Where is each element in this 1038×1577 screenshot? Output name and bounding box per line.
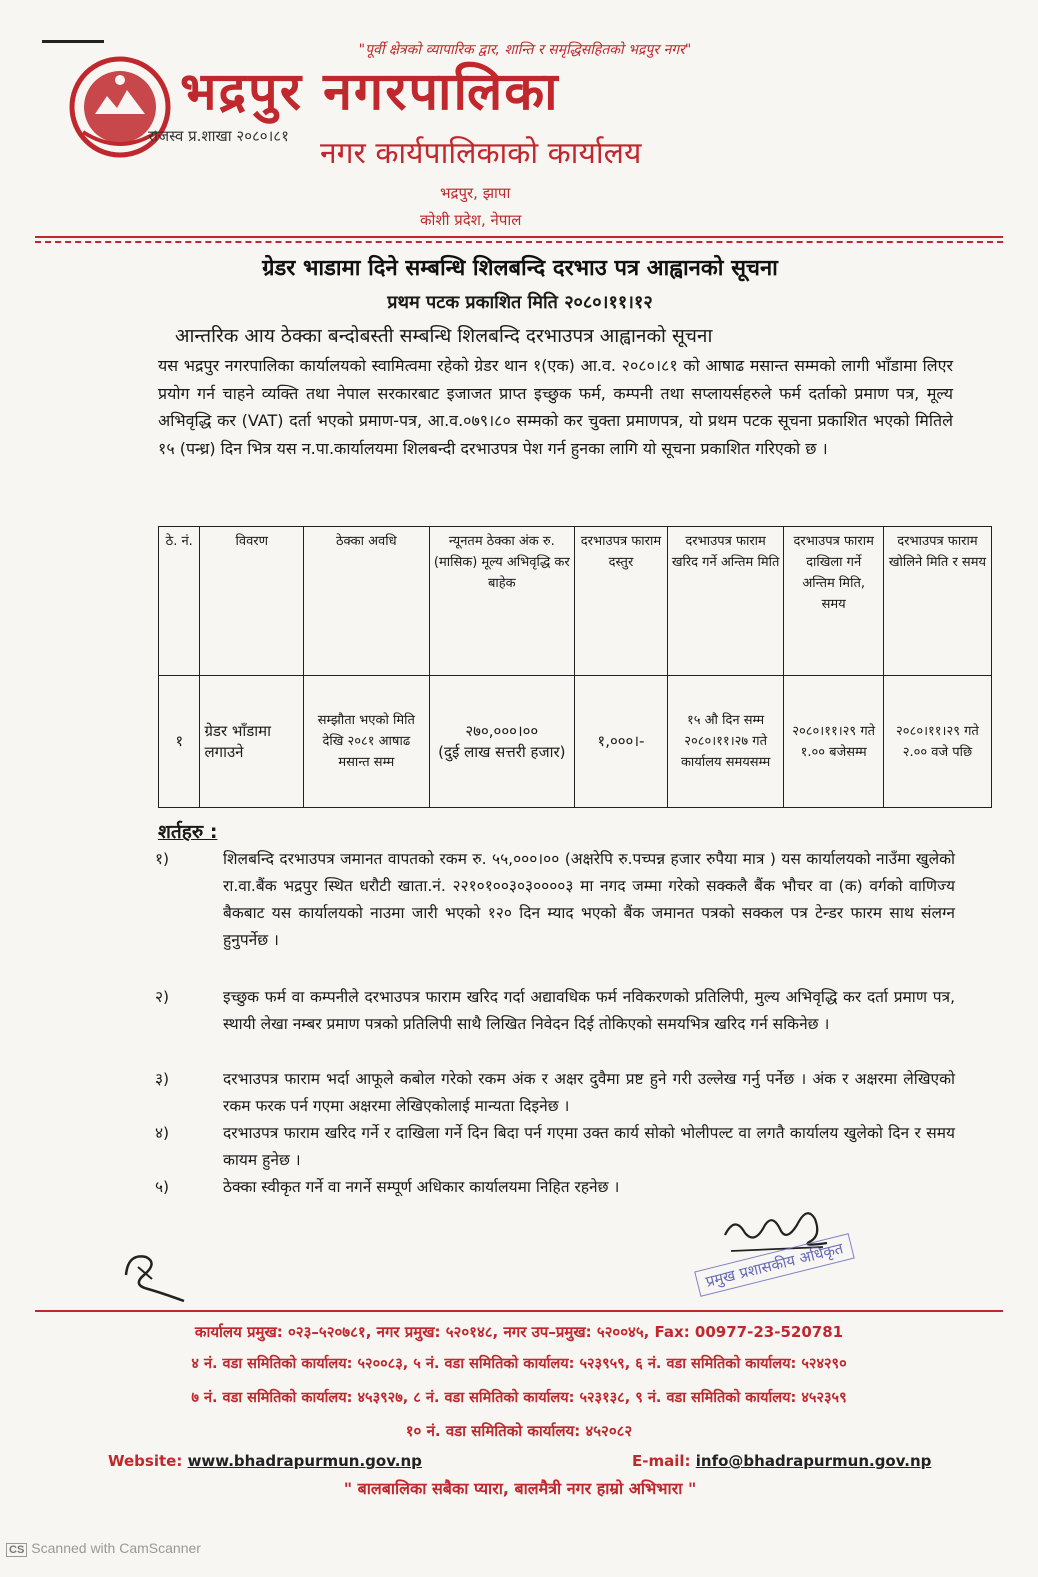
cell-period: सम्झौता भएको मिति देखि २०८१ आषाढ मसान्त सम्म — [304, 676, 430, 808]
col-header-description: विवरण — [200, 527, 304, 676]
top-rule — [42, 40, 104, 43]
location-line-2: कोशी प्रदेश, नेपाल — [420, 211, 522, 229]
condition-number: ५) — [155, 1178, 170, 1196]
footer-slogan: " बालबालिका सबैका प्यारा, बालमैत्री नगर हाम्रो अभिभारा " — [343, 1479, 697, 1498]
condition-text: दरभाउपत्र फाराम भर्दा आफूले कबोल गरेको रकम अंक र अक्षर दुवैमा प्रष्ट हुने गरी उल्लेख गर्नु पर्नेछ । अंक र अक्षरमा लेखिएको रकम फरक पर्न गएमा अक्षरमा लेखिएकोलाई मान्यता दिइनेछ । — [223, 1070, 955, 1115]
col-header-min-amount: न्यूनतम ठेक्का अंक रु. (मासिक) मूल्य अभिवृद्धि कर बाहेक — [429, 527, 575, 676]
office-subtitle: नगर कार्यपालिकाको कार्यालय — [320, 136, 642, 171]
condition-text: ठेक्का स्वीकृत गर्ने वा नगर्ने सम्पूर्ण अधिकार कार्यालयमा निहित रहनेछ । — [223, 1178, 620, 1196]
scanner-watermark — [6, 1540, 201, 1557]
email — [632, 1452, 931, 1470]
footer-divider — [35, 1310, 1003, 1312]
min-amount-words: (दुई लाख सत्तरी हजार) — [438, 742, 566, 761]
condition-number: ३) — [155, 1070, 170, 1088]
condition-number: ४) — [155, 1124, 170, 1142]
condition-number: १) — [155, 850, 170, 868]
condition-item — [155, 1066, 955, 1120]
footer-contact-line-4: १० नं. वडा समितिको कार्यालय: ४५२०८२ — [405, 1422, 633, 1440]
footer-contact-line-2: ४ नं. वडा समितिको कार्यालय: ५२००८३, ५ नं. वडा समितिको कार्यालय: ५२३९५९, ६ नं. वडा समितिको कार्यालय: ५२४२९० — [191, 1356, 847, 1372]
condition-text: इच्छुक फर्म वा कम्पनीले दरभाउपत्र फाराम खरिद गर्दा अद्यावधिक फर्म नविकरणको प्रतिलिपी, मुल्य अभिवृद्धि कर दर्ता प्रमाण पत्र, स्थायी लेखा नम्बर प्रमाण पत्रको प्रतिलिपी साथै लिखित निवेदन दिई तोकिएको समयभित्र खरिद गर्न सकिनेछ । — [223, 988, 955, 1033]
footer-contact-line-3: ७ नं. वडा समितिको कार्यालय: ४५३९२७, ८ नं. वडा समितिको कार्यालय: ५२३१३८, ९ नं. वडा समितिको कार्यालय: ४५२३५९ — [191, 1390, 847, 1406]
website — [108, 1452, 422, 1470]
tagline: "पूर्वी क्षेत्रको व्यापारिक द्वार, शान्ति र समृद्धिसहितको भद्रपुर नगर" — [358, 42, 692, 58]
signature-left-icon — [118, 1245, 193, 1305]
col-header-period: ठेक्का अवधि — [304, 527, 430, 676]
website-label: Website: — [108, 1452, 183, 1470]
conditions-heading: शर्तहरु : — [158, 821, 218, 843]
header-divider — [35, 236, 1003, 238]
official-stamp: प्रमुख प्रशासकीय अधिकृत — [694, 1233, 854, 1297]
location-line-1: भद्रपुर, झापा — [440, 184, 511, 202]
scanner-text: Scanned with CamScanner — [31, 1540, 201, 1556]
col-header-purchase-deadline: दरभाउपत्र फाराम खरिद गर्ने अन्तिम मिति — [667, 527, 784, 676]
condition-text: शिलबन्दि दरभाउपत्र जमानत वापतको रकम रु. ५५,०००।०० (अक्षरेपि रु.पच्पन्न हजार रुपैया मात्र ) यस कार्यालयको नाउँमा खुलेको रा.वा.बैंक भद्रपुर स्थित धरौटी खाता.नं. २२१०१००३०३००००३ मा नगद जम्मा गरेको सक्कलै बैंक भौचर वा (क) वर्गको वाणिज्य बैकबाट यस कार्यालयको नाउमा जारी भएको १२० दिन म्याद भएको बैंक जमानत पत्रको सक्कल पत्र टेन्डर फारम साथ संलग्न हुनुपर्नेछ । — [223, 850, 955, 949]
col-header-sn: ठे. नं. — [159, 527, 200, 676]
condition-text: दरभाउपत्र फाराम खरिद गर्ने र दाखिला गर्ने दिन बिदा पर्न गएमा उक्त कार्य सोको भोलीपल्ट वा लगतै कार्यालय खुलेको दिन र समय कायम हुनेछ । — [223, 1124, 955, 1169]
condition-item — [155, 1120, 955, 1174]
table-row — [159, 676, 992, 808]
footer-contact-line-1: कार्यालय प्रमुख: ०२३–५२०७८१, नगर प्रमुख: ५२०१४८, नगर उप–प्रमुख: ५२००४५, Fax: 00977-23-520781 — [194, 1323, 844, 1341]
tender-table — [158, 526, 992, 808]
revenue-stamp: राजस्व प्र.शाखा २०८०।८१ — [148, 127, 289, 145]
condition-item — [155, 984, 955, 1038]
header-divider-dashed — [35, 241, 1003, 243]
condition-item — [155, 846, 955, 954]
notice-title: ग्रेडर भाडामा दिने सम्बन्धि शिलबन्दि दरभाउ पत्र आह्वानको सूचना — [262, 256, 778, 281]
intro-body: यस भद्रपुर नगरपालिका कार्यालयको स्वामित्वमा रहेको ग्रेडर थान १(एक) आ.व. २०८०।८१ को आषाढ मसान्त सम्मको लागी भाँडामा लिएर प्रयोग गर्न चाहने व्यक्ति तथा नेपाल सरकारबाट इजाजत प्राप्त इच्छुक फर्म, कम्पनी तथा सप्लायर्सहरुले फर्म दर्ताको प्रमाण पत्र, मूल्य अभिवृद्धि कर (VAT) दर्ता भएको प्रमाण-पत्र, आ.व.०७९।८० सम्मको कर चुक्ता प्रमाणपत्र, यो प्रथम पटक सूचना प्रकाशित भएको मितिले १५ (पन्ध्र) दिन भित्र यस न.पा.कार्यालयमा शिलबन्दी दरभाउपत्र पेश गर्न हुनका लागि यो सूचना प्रकाशित गरिएको छ । — [158, 356, 953, 458]
col-header-opening: दरभाउपत्र फाराम खोलिने मिति र समय — [883, 527, 991, 676]
intro-heading: आन्तरिक आय ठेक्का बन्दोबस्ती सम्बन्धि शिलबन्दि दरभाउपत्र आह्वानको सूचना — [175, 325, 713, 347]
cell-min-amount — [429, 676, 575, 808]
condition-number: २) — [155, 988, 170, 1006]
cell-submission-deadline: २०८०।११।२९ गते १.०० बजेसम्म — [784, 676, 884, 808]
cell-sn: १ — [159, 676, 200, 808]
camscanner-icon: CS — [6, 1543, 27, 1557]
website-link[interactable]: www.bhadrapurmun.gov.np — [187, 1452, 422, 1470]
cell-opening: २०८०।११।२९ गते २.०० वजे पछि — [883, 676, 991, 808]
email-label: E-mail: — [632, 1452, 691, 1470]
municipality-title: भद्रपुर नगरपालिका — [180, 62, 560, 122]
condition-item — [155, 1174, 955, 1201]
email-link[interactable]: info@bhadrapurmun.gov.np — [695, 1452, 932, 1470]
min-amount-figure: २७०,०००।०० — [465, 721, 539, 740]
published-date: प्रथम पटक प्रकाशित मिति २०८०।११।१२ — [387, 292, 653, 313]
cell-description: ग्रेडर भाँडामा लगाउने — [200, 676, 304, 808]
table-header-row — [159, 527, 992, 676]
cell-purchase-deadline: १५ औ दिन सम्म २०८०।११।२७ गते कार्यालय समयसम्म — [667, 676, 784, 808]
col-header-form-fee: दरभाउपत्र फाराम दस्तुर — [575, 527, 668, 676]
cell-form-fee: १,०००।- — [575, 676, 668, 808]
col-header-submission-deadline: दरभाउपत्र फाराम दाखिला गर्ने अन्तिम मिति, समय — [784, 527, 884, 676]
